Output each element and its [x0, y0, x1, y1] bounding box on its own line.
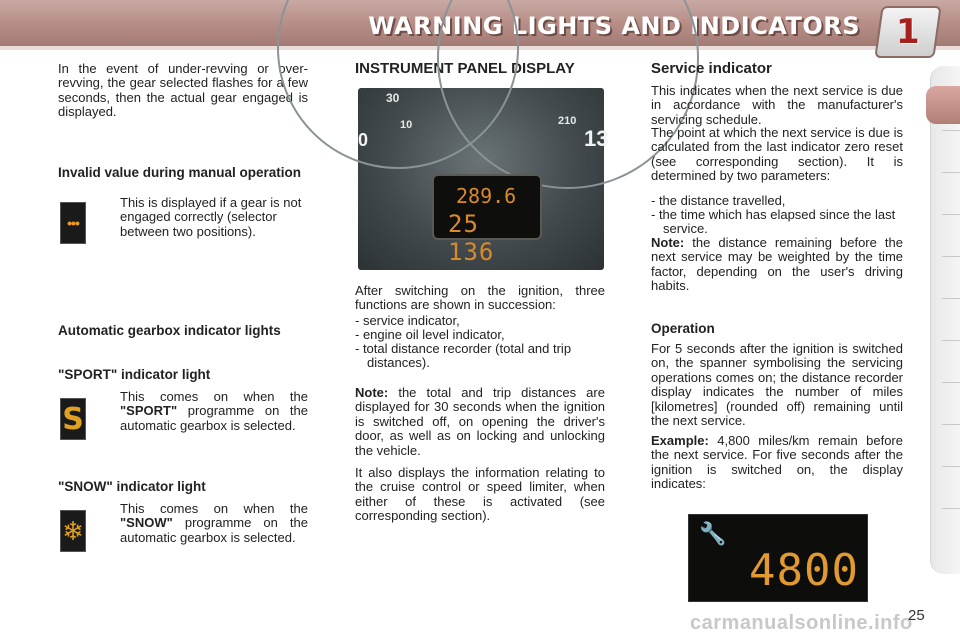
tab-divider	[942, 172, 960, 173]
note-label: Note:	[355, 385, 389, 400]
operation-text: For 5 seconds after the ignition is switched on, the spanner symbolising the servicing operations comes on; the distance recorder display indicates the number of miles [kilometres] (rounded off) remaining until the next service.	[651, 341, 903, 429]
example-label: Example:	[651, 433, 709, 448]
tab-divider	[942, 298, 960, 299]
tab-divider	[942, 214, 960, 215]
chapter-badge	[874, 6, 941, 58]
chapter-number: 1	[896, 12, 920, 52]
service-distance-readout: 4800	[749, 545, 859, 596]
cruise-control-info: It also displays the information relating to the cruise control or speed limiter, when either of these is activated (see corresponding section).	[355, 465, 605, 524]
header-stripe	[0, 46, 960, 50]
instrument-panel-heading: INSTRUMENT PANEL DISPLAY	[355, 60, 575, 77]
service-note	[651, 236, 903, 294]
display-function-item: - service indicator,	[355, 313, 460, 328]
tab-divider	[942, 256, 960, 257]
sport-s-icon: S	[60, 398, 86, 440]
snow-indicator-heading: "SNOW" indicator light	[58, 479, 206, 494]
automatic-gearbox-heading: Automatic gearbox indicator lights	[58, 323, 281, 338]
svg-text:0: 0	[358, 130, 369, 150]
odometer-display	[432, 174, 542, 266]
svg-text:10: 10	[400, 119, 413, 131]
snow-programme-name: "SNOW"	[120, 515, 173, 531]
note-text: the distance remaining before the next service may be weighted by the time factor, depending on the user's driving habits.	[651, 235, 903, 294]
sport-indicator-text	[120, 390, 308, 433]
snowflake-icon: ❄	[60, 510, 86, 552]
tab-divider	[942, 466, 960, 467]
svg-text:30: 30	[386, 91, 400, 105]
note-label: Note:	[651, 235, 685, 250]
sport-text-pre: This comes on when the	[120, 389, 308, 404]
service-indicator-text: This indicates when the next service is due in accordance with the manufacturer's servicing schedule.	[651, 83, 903, 127]
active-chapter-tab	[926, 86, 960, 124]
invalid-value-text: This is displayed if a gear is not engaged correctly (selector between two positions).	[120, 195, 302, 239]
instrument-panel-image	[358, 88, 609, 270]
dots-indicator-icon: •••	[60, 202, 86, 244]
chapter-side-tabs	[930, 66, 960, 574]
service-parameter-item: - the time which has elapsed since the last service.	[651, 207, 896, 237]
sport-text-post: programme on the automatic gearbox is selected.	[120, 403, 308, 433]
display-functions-intro: After switching on the ignition, three functions are shown in succession:	[355, 283, 605, 313]
svg-text:210: 210	[558, 115, 577, 127]
page-title: WARNING LIGHTS AND INDICATORS	[368, 12, 860, 40]
service-parameter-item: - the distance travelled,	[651, 193, 786, 208]
service-calculation-text: The point at which the next service is due is calculated from the last indicator zero reset (see corresponding section). It is determined by two parameters:	[651, 125, 903, 184]
sport-programme-name: "SPORT"	[120, 403, 178, 419]
display-function-item: - total distance recorder (total and trip distances).	[355, 341, 572, 371]
page-header	[0, 0, 960, 50]
gear-revving-text: In the event of under-revving or over-revving, the gear selected flashes for a few seconds, then the actual gear engaged is displayed.	[58, 61, 308, 120]
watermark: carmanualsonline.info	[690, 612, 913, 634]
service-indicator-heading: Service indicator	[651, 60, 772, 77]
sport-indicator-heading: "SPORT" indicator light	[58, 367, 211, 382]
tab-divider	[942, 424, 960, 425]
tab-divider	[942, 340, 960, 341]
total-distance-readout: 25 136	[448, 210, 495, 266]
svg-text:13: 13	[584, 126, 609, 151]
spanner-icon: 🔧	[699, 521, 727, 546]
trip-distance-readout: 289.6	[456, 184, 517, 208]
snow-text-post: programme on the automatic gearbox is selected.	[120, 515, 308, 545]
tab-divider	[942, 130, 960, 131]
example-body: 4,800 miles/km remain before the next service. For five seconds after the ignition is switched on, the display indicates:	[651, 433, 903, 492]
service-display-image	[688, 514, 868, 602]
distance-note	[355, 386, 605, 458]
invalid-value-heading: Invalid value during manual operation	[58, 165, 302, 180]
note-text: the total and trip distances are displayed for 30 seconds when the ignition is switched off, on opening the driver's door, as well as on locking and unlocking the vehicle.	[355, 385, 605, 458]
tab-divider	[942, 508, 960, 509]
display-function-item: - engine oil level indicator,	[355, 327, 505, 342]
example-text	[651, 434, 903, 492]
operation-heading: Operation	[651, 321, 715, 336]
page-number: 25	[908, 607, 925, 624]
snow-indicator-text	[120, 502, 308, 545]
snow-text-pre: This comes on when the	[120, 501, 308, 516]
tab-divider	[942, 382, 960, 383]
